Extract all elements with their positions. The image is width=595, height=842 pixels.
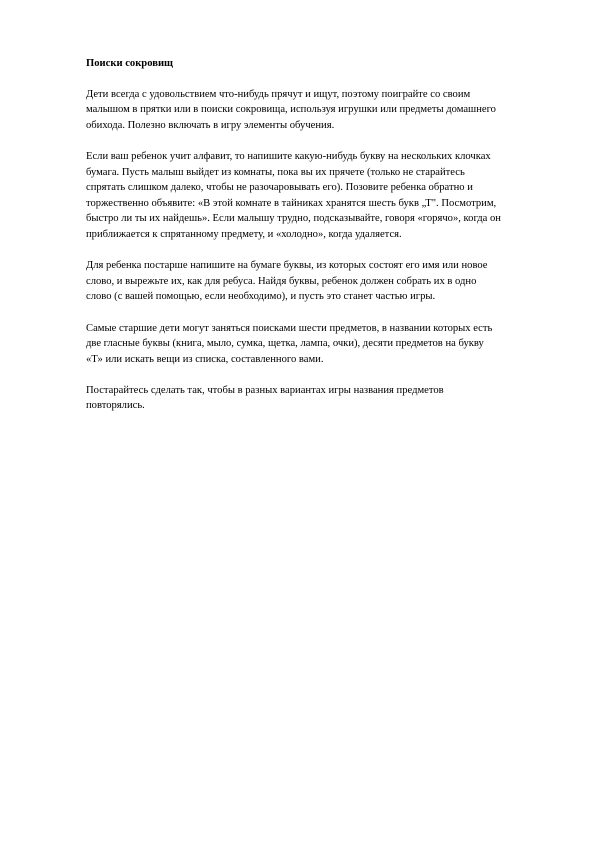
text-line: две гласные буквы (книга, мыло, сумка, щетка, лампа, очки), десяти предметов на букву [86, 338, 484, 350]
text-line: Самые старшие дети могут заняться поисками шести предметов, в названии которых есть [86, 322, 493, 334]
paragraph-older-child [86, 258, 556, 305]
paragraph-alphabet-game [86, 149, 556, 243]
text-line: спрятать слишком далеко, чтобы не разочаровывать его). Позовите ребенка обратно и [86, 182, 473, 194]
paragraph-intro [86, 87, 556, 134]
text-line: малышом в прятки или в поиски сокровища, используя игрушки или предметы домашнего [86, 104, 496, 116]
paragraph-oldest-children [86, 321, 556, 368]
text-line: торжественно объявите: «В этой комнате в тайниках хранятся шесть букв „Т". Посмотрим, [86, 197, 497, 209]
document-body [86, 56, 556, 430]
text-line: «Т» или искать вещи из списка, составленного вами. [86, 353, 324, 365]
text-line: Постарайтесь сделать так, чтобы в разных вариантах игры названия предметов [86, 384, 444, 396]
text-line: слово, и вырежьте их, как для ребуса. Найдя буквы, ребенок должен собрать их в одно [86, 275, 477, 287]
paragraph-closing [86, 383, 556, 414]
document-title: Поиски сокровищ [86, 58, 173, 69]
text-line: бумага. Пусть малыш выйдет из комнаты, пока вы их прячете (только не старайтесь [86, 166, 465, 178]
text-line: Для ребенка постарше напишите на бумаге буквы, из которых состоят его имя или новое [86, 260, 488, 272]
text-line: обихода. Полезно включать в игру элементы обучения. [86, 119, 335, 131]
text-line: Если ваш ребенок учит алфавит, то напишите какую-нибудь букву на нескольких клочках [86, 150, 491, 162]
text-line: приближается к спрятанному предмету, и «холодно», когда удаляется. [86, 228, 402, 240]
text-line: повторялись. [86, 400, 145, 412]
text-line: Дети всегда с удовольствием что-нибудь прячут и ищут, поэтому поиграйте со своим [86, 88, 471, 100]
text-line: слово (с вашей помощью, если необходимо), и пусть это станет частью игры. [86, 291, 436, 303]
text-line: быстро ли ты их найдешь». Если малышу трудно, подсказывайте, говоря «горячо», когда он [86, 213, 501, 225]
